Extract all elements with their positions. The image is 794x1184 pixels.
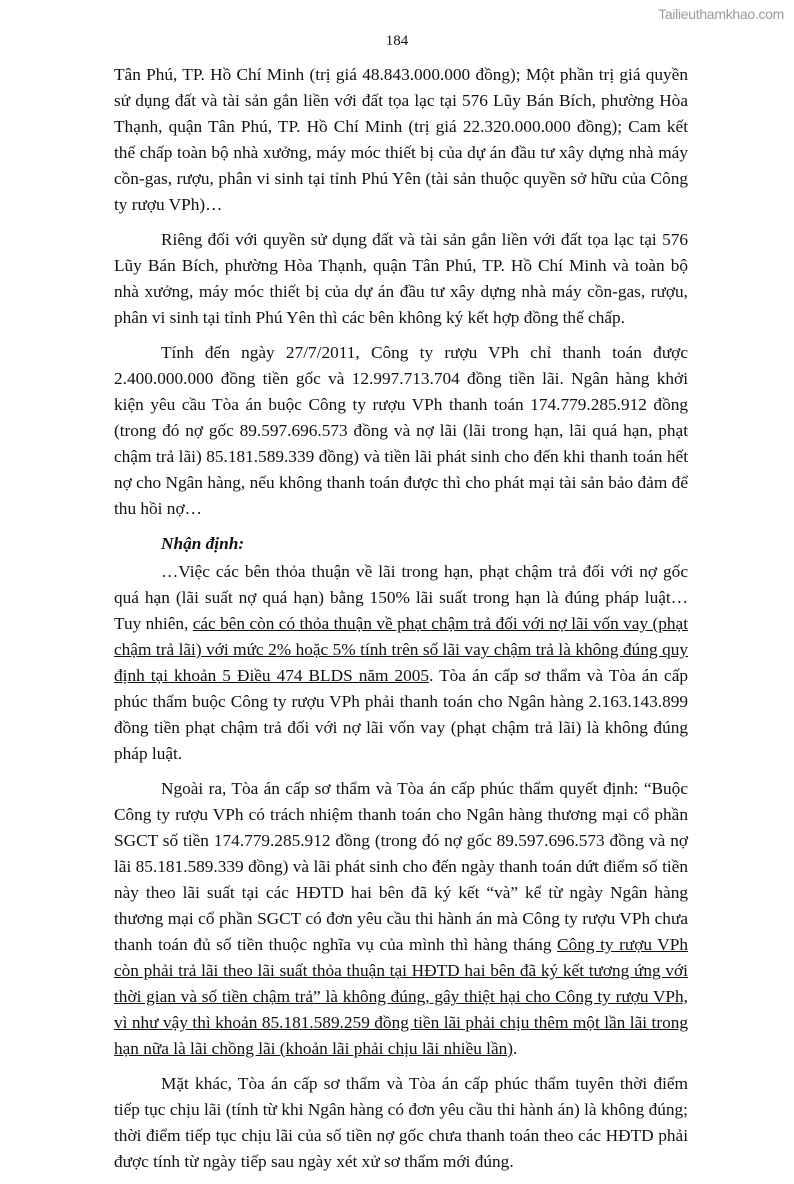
paragraph (114, 559, 688, 767)
document-body (114, 62, 688, 1184)
text-segment: Tân Phú, TP. Hồ Chí Minh (trị giá 48.843.000.000 đồng); Một phần trị giá quyền sử dụng đất và tài sản gắn liền với đất tọa lạc tại 576 Lũy Bán Bích, phường Hòa Thạnh, quận Tân Phú, TP. Hồ Chí Minh (trị giá 22.320.000.000 đồng); Cam kết thế chấp toàn bộ nhà xưởng, máy móc thiết bị của dự án đầu tư xây dựng nhà máy cồn-gas, rượu, phân vi sinh tại tỉnh Phú Yên (tài sản thuộc quyền sở hữu của Công ty rượu VPh)… (114, 65, 688, 214)
paragraph (114, 62, 688, 218)
text-segment: Mặt khác, Tòa án cấp sơ thẩm và Tòa án cấp phúc thẩm tuyên thời điểm tiếp tục chịu lãi (tính từ khi Ngân hàng có đơn yêu cầu thi hành án) là không đúng; thời điểm tiếp tục chịu lãi của số tiền nợ gốc chưa thanh toán theo các HĐTD phải được tính từ ngày tiếp sau ngày xét xử sơ thẩm mới đúng. (114, 1074, 688, 1171)
paragraphs-before-heading (114, 62, 688, 522)
paragraph (114, 776, 688, 1062)
underlined-text: Công ty rượu VPh còn phải trả lãi theo lãi suất thỏa thuận tại HĐTD hai bên đã ký kết tương ứng với thời gian và số tiền chậm trả” là không đúng, gây thiệt hại cho Công ty rượu VPh, vì như vậy thì khoản 85.181.589.259 đồng tiền lãi phải chịu thêm một lần lãi trong hạn nữa là lãi chồng lãi (khoản lãi phải chịu lãi nhiều lần) (114, 935, 688, 1058)
text-segment: Ngoài ra, Tòa án cấp sơ thẩm và Tòa án cấp phúc thẩm quyết định: “Buộc Công ty rượu VPh có trách nhiệm thanh toán cho Ngân hàng thương mại cổ phần SGCT số tiền 174.779.285.912 đồng (trong đó nợ gốc 89.597.696.573 đồng và nợ lãi 85.181.589.339 đồng) và lãi phát sinh cho đến ngày thanh toán dứt điểm số tiền này theo lãi suất tại các HĐTD hai bên đã ký kết “và” kể từ ngày Ngân hàng thương mại cổ phần SGCT có đơn yêu cầu thi hành án mà Công ty rượu VPh chưa thanh toán đủ số tiền thuộc nghĩa vụ của mình thì hàng tháng (114, 779, 688, 954)
paragraph (114, 340, 688, 522)
text-segment: …Việc các bên thỏa thuận về lãi trong hạn, phạt chậm trả đối với nợ gốc quá hạn (lãi suất nợ quá hạn) bằng 150% lãi suất trong hạn là đúng pháp luật… Tuy nhiên, (114, 562, 688, 633)
paragraphs-after-heading (114, 559, 688, 1175)
text-segment: Riêng đối với quyền sử dụng đất và tài sản gắn liền với đất tọa lạc tại 576 Lũy Bán Bích, phường Hòa Thạnh, quận Tân Phú, TP. Hồ Chí Minh và toàn bộ nhà xưởng, máy móc thiết bị của dự án đầu tư xây dựng nhà máy cồn-gas, rượu, phân vi sinh tại tỉnh Phú Yên thì các bên không ký kết hợp đồng thế chấp. (114, 230, 688, 327)
watermark: Tailieuthamkhao.com (658, 6, 784, 22)
text-segment: . (513, 1039, 518, 1058)
underlined-text: các bên còn có thỏa thuận về phạt chậm trả đối với nợ lãi vốn vay (phạt chậm trả lãi) với mức 2% hoặc 5% tính trên số lãi vay chậm trả là không đúng quy định tại khoản 5 Điều 474 BLDS năm 2005 (114, 614, 688, 685)
section-heading: Nhận định: (161, 534, 245, 553)
text-segment: Tính đến ngày 27/7/2011, Công ty rượu VPh chỉ thanh toán được 2.400.000.000 đồng tiền gốc và 12.997.713.704 đồng tiền lãi. Ngân hàng khởi kiện yêu cầu Tòa án buộc Công ty rượu VPh thanh toán 174.779.285.912 đồng (trong đó nợ gốc 89.597.696.573 đồng và nợ lãi (lãi trong hạn, lãi quá hạn, phạt chậm trả lãi) 85.181.589.339 đồng) và tiền lãi phát sinh cho đến khi thanh toán hết nợ cho Ngân hàng, nếu không thanh toán được thì cho phát mại tài sản bảo đảm để thu hồi nợ… (114, 343, 688, 518)
paragraph (114, 1071, 688, 1175)
paragraph (114, 227, 688, 331)
text-segment: . Tòa án cấp sơ thẩm và Tòa án cấp phúc thẩm buộc Công ty rượu VPh phải thanh toán cho Ngân hàng 2.163.143.899 đồng tiền phạt chậm trả đối với nợ lãi vốn vay (phạt chậm trả lãi) là không đúng pháp luật. (114, 666, 689, 763)
page-number: 184 (385, 33, 409, 49)
